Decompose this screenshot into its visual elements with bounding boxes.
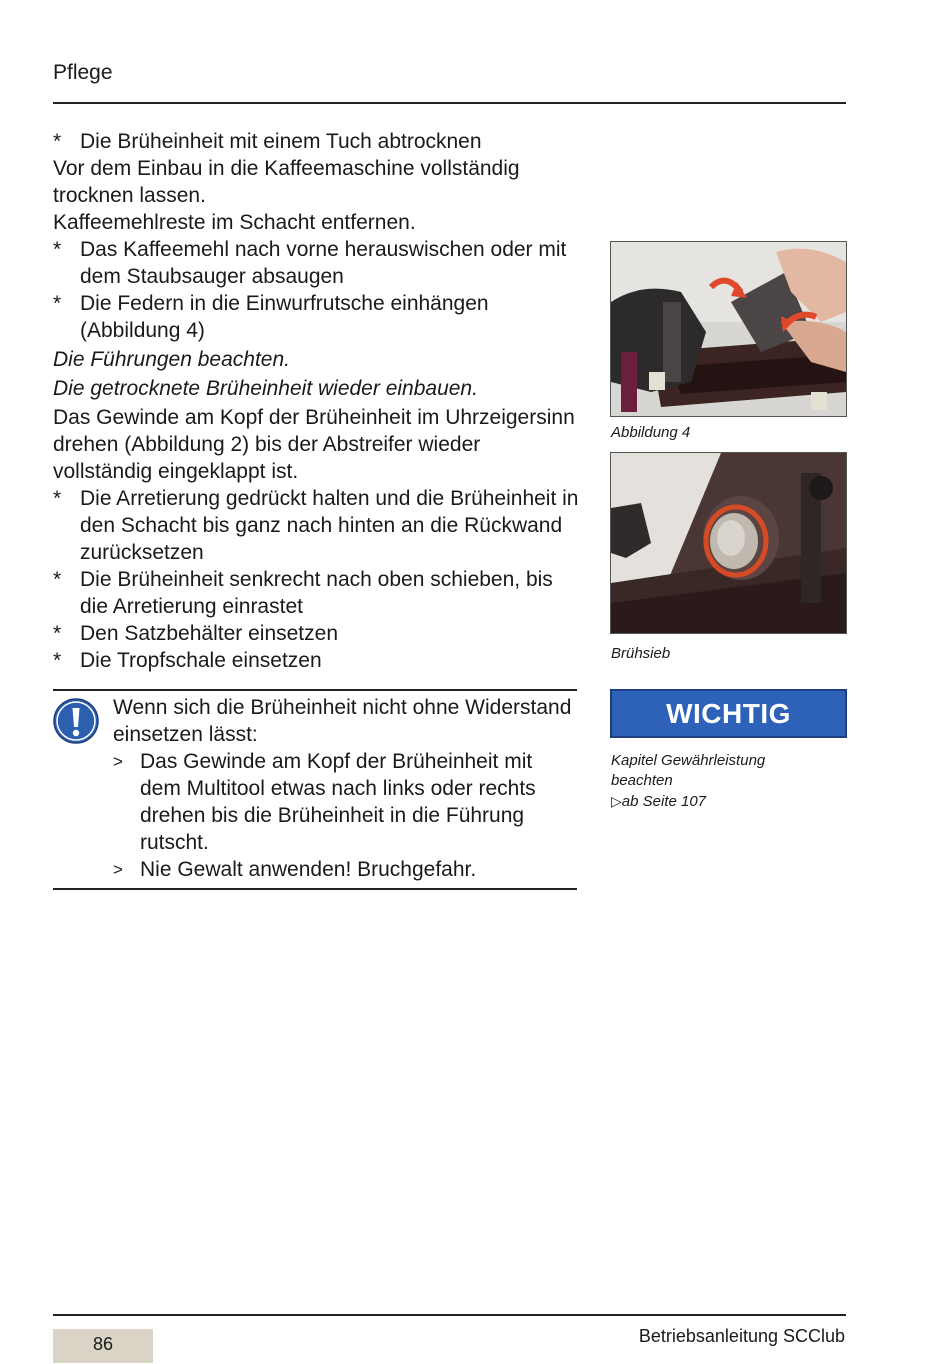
bruehsieb-photo: [610, 452, 847, 634]
bullet-mark: *: [53, 487, 62, 510]
paragraph-text: Kaffeemehlreste im Schacht entfernen.: [53, 211, 416, 234]
instruction-bullet: [53, 620, 583, 647]
header-divider: [53, 102, 846, 104]
instruction-bullet: [53, 290, 583, 344]
warranty-note-line2: beachten: [611, 772, 673, 789]
figure-4-caption: Abbildung 4: [611, 424, 691, 441]
bullet-text: Die Federn in die Einwurfrutsche einhängen (Abbildung 4): [80, 292, 489, 342]
bullet-mark: *: [53, 649, 62, 672]
bullet-text: Das Kaffeemehl nach vorne herauswischen oder mit dem Staubsauger absaugen: [80, 238, 567, 288]
figure-4-photo: [610, 241, 847, 417]
instruction-bullet: [53, 647, 583, 674]
page-number: 86: [53, 1329, 153, 1363]
bullet-text: Die Brüheinheit mit einem Tuch abtrocknen: [80, 130, 482, 153]
bullet-text: Die Tropfschale einsetzen: [80, 649, 322, 672]
instruction-bullet: [53, 485, 583, 566]
instruction-bullet: [53, 128, 583, 155]
page-ref-text: ab Seite 107: [621, 793, 707, 810]
exclamation-icon: [53, 698, 99, 744]
important-banner: WICHTIG: [610, 689, 847, 738]
paragraph-text: Das Gewinde am Kopf der Brüheinheit im Uhrzeigersinn drehen (Abbildung 2) bis der Abstreifer wieder vollständig eingeklappt ist.: [53, 406, 575, 483]
bullet-text: Die Arretierung gedrückt halten und die Brüheinheit in den Schacht bis ganz nach hinten an die Rückwand zurücksetzen: [80, 487, 579, 564]
bullet-mark: *: [53, 130, 62, 153]
bullet-text: Den Satzbehälter einsetzen: [80, 622, 338, 645]
paragraph-text: Vor dem Einbau in die Kaffeemaschine vollständig trocknen lassen.: [53, 157, 520, 207]
bullet-mark: *: [53, 622, 62, 645]
notice-item-text: Das Gewinde am Kopf der Brüheinheit mit dem Multitool etwas nach links oder rechts drehen bis die Brüheinheit in die Führung rutscht.: [140, 750, 536, 854]
instruction-bullet: [53, 236, 583, 290]
warranty-note-line1: Kapitel Gewährleistung: [611, 752, 766, 769]
italic-hint: Die getrocknete Brüheinheit wieder einbauen.: [53, 377, 478, 400]
main-content: [53, 128, 583, 674]
bullet-mark: *: [53, 568, 62, 591]
notice-box: [53, 689, 577, 890]
footer-divider: [53, 1314, 846, 1316]
notice-item: [113, 748, 577, 856]
bullet-mark: *: [53, 292, 62, 315]
notice-item: [113, 856, 577, 883]
notice-intro: Wenn sich die Brüheinheit nicht ohne Widerstand einsetzen lässt:: [113, 696, 572, 746]
warranty-page-ref: [611, 791, 765, 812]
bullet-mark: *: [53, 238, 62, 261]
notice-body: [113, 694, 577, 883]
bullet-text: Die Brüheinheit senkrecht nach oben schieben, bis die Arretierung einrastet: [80, 568, 553, 618]
italic-hint: Die Führungen beachten.: [53, 348, 290, 371]
triangle-right-icon: ▷: [611, 793, 622, 809]
page-header-title: Pflege: [53, 61, 113, 84]
warranty-note: [611, 751, 765, 812]
arrow-mark: >: [113, 752, 123, 771]
notice-item-text: Nie Gewalt anwenden! Bruchgefahr.: [140, 858, 477, 881]
manual-title: Betriebsanleitung SCClub: [638, 1326, 845, 1346]
figure-bruehsieb-caption: Brühsieb: [611, 645, 671, 662]
instruction-bullet: [53, 566, 583, 620]
arrow-mark: >: [113, 860, 123, 879]
